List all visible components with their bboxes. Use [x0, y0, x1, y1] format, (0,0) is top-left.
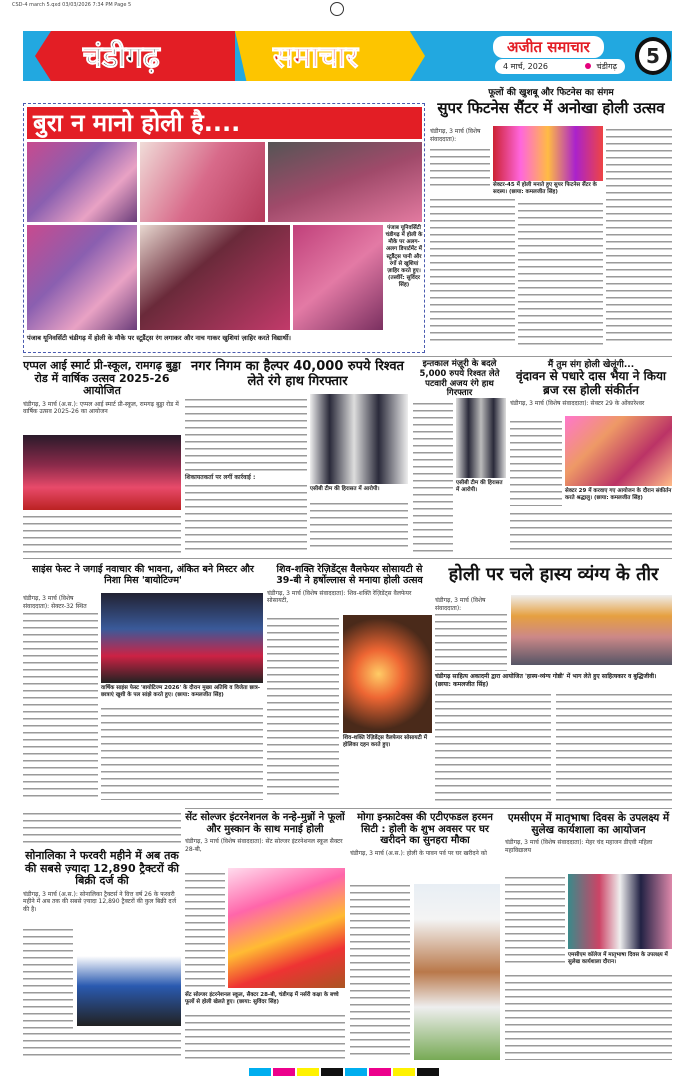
caption: सेक्टर 29 में करवाए गए आयोजन के दौरान संकीर्तन करते श्रद्धालु। (छाया: कमलजीत सिंह) [565, 488, 672, 502]
headline: इन्तकाल मंज़ूरी के बदले 5,000 रुपये रिश्वत लेते पटवारी अजय रंगे हाथ गिरफ्तार [419, 359, 500, 399]
body-text [23, 610, 98, 800]
color-registration-bar [0, 1068, 687, 1078]
headline: वृंदावन से पधारे दास भैया ने किया ब्रज रस होली संकीर्तन [515, 369, 667, 398]
holika-photo [343, 615, 432, 733]
vrindavan-photo [565, 416, 672, 486]
patwari-photo [456, 398, 506, 478]
body-text [510, 418, 562, 506]
masthead [23, 31, 672, 81]
building-photo [414, 884, 500, 1060]
body-text [430, 196, 515, 346]
date: 4 मार्च, 2026 [503, 62, 549, 71]
registration-swatch [369, 1068, 391, 1076]
section-title-left: चंडीगढ़ [83, 40, 160, 75]
headline: सेंट सोल्जर इंटरनेशनल के नन्हे-मुन्नों ने फूलों और मुस्कान के साथ मनाई होली [185, 812, 345, 835]
holi-photo [293, 225, 383, 330]
holi-photo-feature [23, 103, 425, 353]
registration-swatch [393, 1068, 415, 1076]
section-title-right: समाचार [273, 40, 359, 75]
caption: सेंट सोल्जर इंटरनेशनल स्कूल, सैक्टर 28-बी, चंडीगढ़ में नर्सरी कक्षा के बच्चे फूलों से होली खेलते हुए। (छाया: सुविंदर सिंह) [185, 992, 339, 1006]
body-text [350, 882, 410, 1060]
dateline [495, 59, 625, 74]
body-text [101, 705, 263, 800]
page-number: 5 [635, 37, 671, 75]
divider [23, 356, 672, 357]
article-science-fest [23, 565, 263, 805]
hasya-photo [511, 595, 672, 665]
body-text [267, 615, 339, 800]
lead: चंडीगढ़, 3 मार्च (अ.स.): होली के पावन पर्व पर घर खरीदने को [350, 849, 487, 857]
dot-icon [585, 63, 591, 69]
lead: चंडीगढ़, 3 मार्च (विशेष संवाददाता): सेक्टर 29 के ओंकारेश्वर [510, 399, 645, 407]
headline: एप्पल आई स्मार्ट प्री-स्कूल, रामगढ़ बुड्ढा रोड में वार्षिक उत्सव 2025-26 आयोजित [23, 359, 181, 398]
body-text [430, 146, 490, 186]
apple-school-photo [23, 435, 181, 510]
headline: सोनालिका ने फरवरी महीने में अब तक की सबसे ज़्यादा 12,890 ट्रैक्टरों की बिक्री दर्ज की [25, 849, 179, 888]
crop-mark-icon [330, 2, 344, 16]
body-text [505, 972, 672, 1060]
lead: चंडीगढ़, 3 मार्च (विशेष संवाददाता): शिव-शक्ति रेज़िडेंट्स वैलफेयर सोसायटी, [267, 589, 412, 605]
headline: एमसीएम में मातृभाषा दिवस के उपलक्ष्य में सुलेख कार्यशाला का आयोजन [507, 812, 670, 837]
registration-swatch [297, 1068, 319, 1076]
lead: चंडीगढ़, 3 मार्च (अ.स.): एप्पल आई स्मार्ट प्री-स्कूल, रामगढ़ बुड्ढा रोड में वार्षिक उत्सव 2025-26 का आयोजन [23, 400, 179, 416]
article-mcm [505, 812, 672, 1062]
print-slug: CSD-4 march 5.qxd 03/03/2026 7:34 PM Page 5 [12, 2, 132, 8]
city: चंडीगढ़ [596, 62, 617, 71]
body-text [510, 510, 672, 552]
holi-photo [27, 142, 137, 222]
headline: मोगा इन्फ्राटेक्स की एटीएफडल हरमन सिटी : होली के शुभ अवसर पर घर खरीदने का सुनहरा मौका [357, 812, 493, 846]
holi-side-caption: पंजाब यूनिवर्सिटी चंडीगढ़ में होली के मौके पर अलग-अलग डिपार्टमेंट में स्टूडैंट्स पानी और रंगों से खुशियां ज़ाहिर करते हुए। (तस्वीरें: सुविंदर सिंह) [385, 225, 423, 289]
lead: चंडीगढ़, 3 मार्च (विशेष संवाददाता): [435, 597, 486, 612]
lead: चंडीगढ़, 3 मार्च (विशेष संवाददाता): [430, 128, 481, 143]
lead: चंडीगढ़, 3 मार्च (विशेष संवाददाता): सेंट सोल्जर इंटरनेशनल स्कूल सैक्टर 28-बी, [185, 838, 343, 853]
body-text [556, 691, 672, 801]
divider [23, 558, 672, 559]
body-text [185, 396, 307, 472]
body-text [435, 611, 507, 671]
headline: नगर निगम का हैल्पर 40,000 रुपये रिश्वत लेते रंगे हाथ गिरफ्तार [191, 359, 404, 389]
holi-photo [140, 142, 265, 222]
holi-photo [27, 225, 137, 330]
tractor-photo [77, 926, 181, 1026]
headline: सुपर फिटनेस सैंटर में अनोखा होली उत्सव [437, 99, 665, 118]
caption: एमसीएम कॉलेज में मातृभाषा दिवस के उपलक्ष्य में सुलेख कार्यशाला दौरान। [568, 952, 668, 966]
caption: एसीबी टीम की हिरासत में आरोपी। [456, 480, 503, 494]
body-text [23, 1030, 181, 1060]
subhead: शिकायतकर्ता पर लगीं कार्रवाई : [185, 474, 256, 481]
fitness-photo [493, 126, 603, 181]
city-wrap [585, 61, 617, 72]
divider [185, 808, 672, 809]
caption: शिव-शक्ति रेज़िडेंट्स वैलफेयर सोसायटी में होलिका दहन करते हुए। [343, 735, 428, 749]
article-hasya-vyang [435, 565, 672, 805]
article-nigam-bribe [185, 360, 410, 555]
lead: चंडीगढ़, 3 मार्च (अ.स.): सोनालिका ट्रैक्टर्स ने वित्त वर्ष 26 के फरवरी महीने में अब तक की सबसे ज़्यादा 12,890 ट्रैक्टरों की कुल बिक्री दर्ज की है। [23, 890, 177, 913]
paper-name: अजीत समाचार [493, 36, 604, 58]
body-text [185, 870, 225, 990]
kicker: मैं तुम संग होली खेलूंगी... [547, 360, 635, 370]
caption: चंडीगढ़ साहित्य अकादमी द्वारा आयोजित 'हास्य-व्यंग्य गोष्ठी' में भाग लेते हुए साहित्यकार व बुद्धिजीवी। (छाया: कमलजीत सिंह) [435, 673, 657, 688]
caption: वार्षिक साइंस फेस्ट 'बायोटिज्म 2026' के दौरान मुख्य अतिथि व विजेता छात्र-छात्राएं खुशी के पल सांझे करते हुए। (छाया: कमलजीत सिंह) [101, 685, 261, 699]
article-moga-infratex [350, 812, 500, 1062]
caption: एसीबी टीम की हिरासत में आरोपी। [310, 486, 380, 492]
body-text [518, 200, 603, 346]
article-shiv-shakti [267, 565, 432, 805]
article-apple-school [23, 360, 181, 555]
registration-swatch [273, 1068, 295, 1076]
registration-swatch [417, 1068, 439, 1076]
registration-swatch [321, 1068, 343, 1076]
body-text [310, 500, 408, 552]
body-text [185, 1012, 345, 1060]
holi-banner: बुरा न मानो होली है.... [27, 107, 422, 139]
kicker: फूलों की खुशबू और फिटनेस का संगम [488, 88, 614, 98]
holi-photo [140, 225, 290, 330]
headline: शिव-शक्ति रेज़िडेंट्स वैलफेयर सोसायटी से 39-बी ने हर्षोल्लास से मनाया होली उत्सव [276, 564, 423, 586]
article-sonalika [23, 850, 181, 1062]
lead: चंडीगढ़, 3 मार्च (विशेष संवाददाता): सेक्टर-32 स्थित [23, 595, 87, 610]
body-text [23, 513, 181, 555]
nigam-photo [310, 394, 408, 484]
mcm-photo [568, 874, 672, 949]
body-text [185, 482, 307, 552]
st-soldier-photo [228, 868, 345, 988]
registration-swatch [345, 1068, 367, 1076]
body-text [413, 400, 453, 552]
lead: चंडीगढ़, 3 मार्च (विशेष संवाददाता): मेहर चंद महाजन डीएवी महिला महाविद्यालय [505, 839, 653, 854]
headline: साइंस फेस्ट ने जगाई नवाचार की भावना, अंकित बने मिस्टर और निशा मिस 'बायोटिज्म' [32, 564, 254, 586]
science-fest-photo [101, 593, 263, 683]
article-fitness [430, 88, 672, 353]
body-text [505, 874, 565, 964]
article-vrindavan [510, 360, 672, 555]
body-text [23, 810, 181, 848]
article-patwari-bribe [413, 360, 506, 555]
body-text [606, 126, 672, 346]
headline: होली पर चले हास्य व्यंग्य के तीर [448, 564, 659, 585]
registration-swatch [249, 1068, 271, 1076]
caption: सेक्टर-45 में होली मनाते हुए सुपर फिटनेस सैंटर के सदस्य। (छाया: कमलजीत सिंह) [493, 182, 597, 196]
body-text [435, 691, 551, 801]
article-st-soldier [185, 812, 345, 1062]
holi-photo [268, 142, 422, 222]
holi-caption: पंजाब यूनिवर्सिटी चंडीगढ़ में होली के मौके पर स्टूडैंट्स रंग लगाकर और नाच गाकर खुशियां ज़ाहिर करते विद्यार्थी। [27, 334, 292, 342]
